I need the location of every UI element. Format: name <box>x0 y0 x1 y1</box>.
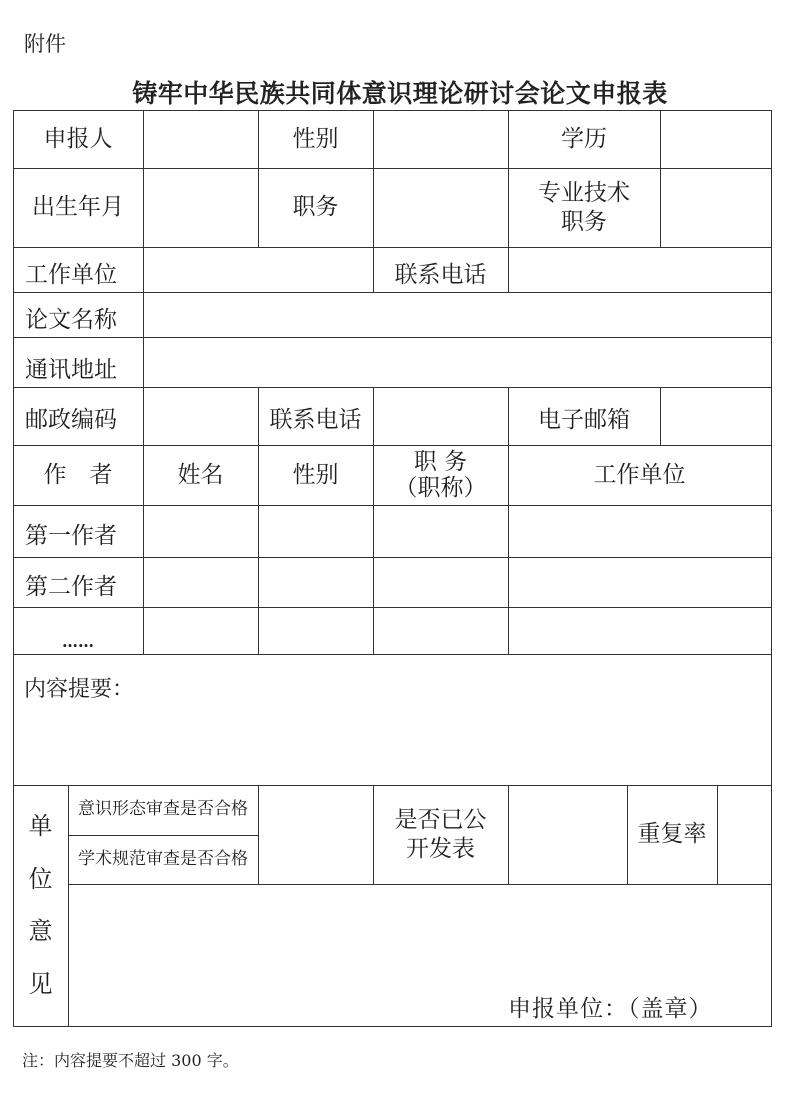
phone2-label: 联系电话 <box>269 406 362 433</box>
address-label: 通讯地址 <box>25 356 117 383</box>
academic-check-field[interactable] <box>260 837 371 882</box>
more-authors-label: …… <box>62 632 94 651</box>
postcode-label: 邮政编码 <box>25 406 117 433</box>
work-unit-field[interactable] <box>145 249 371 290</box>
second-author-name-field[interactable] <box>145 559 256 605</box>
education-label: 学历 <box>561 125 607 152</box>
birth-field[interactable] <box>145 170 256 245</box>
unit-opinion-char-1: 单 <box>28 812 53 841</box>
author-header: 作 者 <box>43 461 113 488</box>
author-position-line1: 职 务 <box>413 448 468 475</box>
first-author-gender-field[interactable] <box>260 507 371 555</box>
postcode-field[interactable] <box>145 389 256 443</box>
email-field[interactable] <box>662 389 769 443</box>
published-label <box>373 785 508 884</box>
second-author-gender-field[interactable] <box>260 559 371 605</box>
more-author-work-unit-field[interactable] <box>510 609 769 652</box>
abstract-field[interactable] <box>15 705 769 783</box>
footnote: 注：内容提要不超过 300 字。 <box>22 1051 239 1070</box>
duplication-rate-label: 重复率 <box>637 821 707 848</box>
address-field[interactable] <box>145 339 769 385</box>
first-author-position-field[interactable] <box>375 507 506 555</box>
position-label: 职务 <box>292 194 339 221</box>
second-author-label: 第二作者 <box>25 573 117 600</box>
paper-title-field[interactable] <box>145 294 769 335</box>
paper-title-label: 论文名称 <box>25 307 117 334</box>
second-author-position-field[interactable] <box>375 559 506 605</box>
unit-opinion-field[interactable] <box>70 886 769 976</box>
applicant-label: 申报人 <box>43 125 113 152</box>
academic-check-label: 学术规范审查是否合格 <box>78 848 248 869</box>
tech-title-label <box>508 168 660 247</box>
tech-title-line1: 专业技术 <box>538 179 630 206</box>
ideology-check-field[interactable] <box>260 787 371 833</box>
work-unit-label: 工作单位 <box>25 262 117 289</box>
published-line1: 是否已公 <box>394 806 487 833</box>
attachment-label: 附件 <box>24 32 66 56</box>
tech-title-line2: 职务 <box>561 208 607 235</box>
stamp-label: 申报单位：（盖章） <box>508 996 713 1022</box>
published-line2: 开发表 <box>406 835 475 862</box>
second-author-work-unit-field[interactable] <box>510 559 769 605</box>
first-author-label: 第一作者 <box>25 522 117 549</box>
more-author-gender-field[interactable] <box>260 609 371 652</box>
first-author-name-field[interactable] <box>145 507 256 555</box>
email-label: 电子邮箱 <box>538 406 630 433</box>
author-position-line2: （职称） <box>394 475 487 501</box>
applicant-name-field[interactable] <box>145 112 256 166</box>
gender-label: 性别 <box>292 125 339 152</box>
tech-title-field[interactable] <box>662 170 769 245</box>
gender-field[interactable] <box>375 112 506 166</box>
position-field[interactable] <box>375 170 506 245</box>
phone2-field[interactable] <box>375 389 506 443</box>
phone-field[interactable] <box>510 249 769 290</box>
birth-label: 出生年月 <box>32 194 124 221</box>
page-title: 铸牢中华民族共同体意识理论研讨会论文申报表 <box>132 79 668 108</box>
more-author-position-field[interactable] <box>375 609 506 652</box>
author-name-header: 姓名 <box>177 461 224 488</box>
phone-label: 联系电话 <box>394 262 487 289</box>
abstract-label: 内容提要： <box>24 677 135 702</box>
published-field[interactable] <box>510 787 625 882</box>
education-field[interactable] <box>662 112 769 166</box>
unit-opinion-char-4: 见 <box>28 969 53 998</box>
ideology-check-label: 意识形态审查是否合格 <box>78 799 248 820</box>
first-author-work-unit-field[interactable] <box>510 507 769 555</box>
author-gender-header: 性别 <box>292 461 339 488</box>
unit-opinion-char-3: 意 <box>28 917 53 946</box>
duplication-rate-field[interactable] <box>719 787 769 882</box>
more-author-name-field[interactable] <box>145 609 256 652</box>
unit-opinion-label <box>13 800 68 1010</box>
author-work-unit-header: 工作单位 <box>593 461 686 488</box>
author-position-header <box>373 445 508 505</box>
unit-opinion-char-2: 位 <box>28 864 53 893</box>
